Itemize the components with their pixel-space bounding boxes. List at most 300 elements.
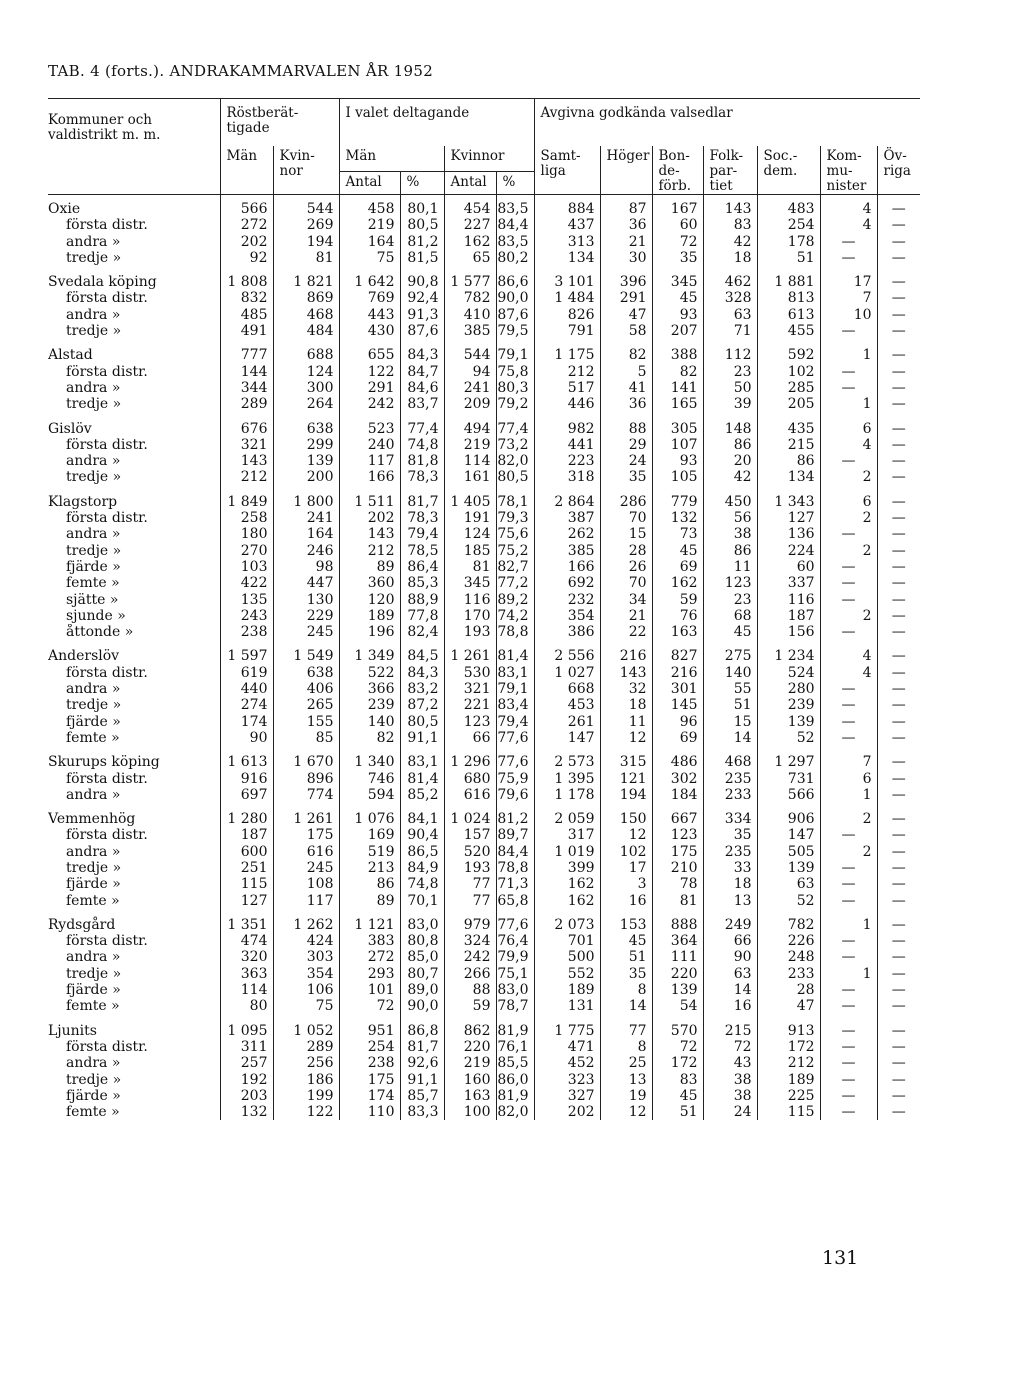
cell-rostb-man: 491 xyxy=(220,323,273,339)
cell-delt-man-antal: 1 340 xyxy=(339,746,400,770)
cell-delt-kvinnor-pct: 79,1 xyxy=(496,339,534,363)
cell-delt-man-antal: 196 xyxy=(339,624,400,640)
cell-socdem: 224 xyxy=(757,543,820,559)
cell-rostb-kvinnor: 245 xyxy=(273,624,339,640)
cell-ovriga: — xyxy=(877,1104,920,1120)
header-socdem: Soc.- dem. xyxy=(757,146,820,195)
cell-delt-kvinnor-antal: 242 xyxy=(444,949,496,965)
cell-samtliga: 162 xyxy=(534,893,600,909)
cell-hoger: 41 xyxy=(600,380,652,396)
cell-hoger: 28 xyxy=(600,543,652,559)
cell-samtliga: 386 xyxy=(534,624,600,640)
cell-folkpartiet: 56 xyxy=(703,510,757,526)
cell-ovriga: — xyxy=(877,575,920,591)
cell-samtliga: 232 xyxy=(534,592,600,608)
cell-socdem: 116 xyxy=(757,592,820,608)
district-row xyxy=(48,1039,920,1055)
cell-samtliga: 223 xyxy=(534,453,600,469)
cell-hoger: 8 xyxy=(600,982,652,998)
cell-folkpartiet: 235 xyxy=(703,771,757,787)
cell-bondeforb: 175 xyxy=(652,844,703,860)
cell-folkpartiet: 35 xyxy=(703,827,757,843)
cell-samtliga: 446 xyxy=(534,396,600,412)
cell-rostb-kvinnor: 241 xyxy=(273,510,339,526)
cell-samtliga: 2 073 xyxy=(534,909,600,933)
cell-delt-man-antal: 443 xyxy=(339,307,400,323)
cell-delt-man-pct: 84,7 xyxy=(400,364,444,380)
cell-rostb-man: 272 xyxy=(220,217,273,233)
cell-folkpartiet: 15 xyxy=(703,714,757,730)
cell-delt-man-pct: 84,6 xyxy=(400,380,444,396)
cell-hoger: 70 xyxy=(600,510,652,526)
header-folkpartiet: Folk- par- tiet xyxy=(703,146,757,195)
header-antal-kvinnor: Antal xyxy=(444,172,496,195)
cell-rostb-man: 1 808 xyxy=(220,266,273,290)
row-name: femte » xyxy=(66,892,120,909)
cell-samtliga: 212 xyxy=(534,364,600,380)
cell-ovriga: — xyxy=(877,949,920,965)
cell-delt-kvinnor-antal: 124 xyxy=(444,526,496,542)
cell-kommunister: 4 xyxy=(820,437,877,453)
cell-rostb-man: 474 xyxy=(220,933,273,949)
cell-rostb-man: 440 xyxy=(220,681,273,697)
cell-kommunister: — xyxy=(820,364,877,380)
cell-hoger: 3 xyxy=(600,876,652,892)
cell-kommunister: 7 xyxy=(820,290,877,306)
cell-delt-kvinnor-antal: 345 xyxy=(444,575,496,591)
cell-delt-kvinnor-antal: 1 577 xyxy=(444,266,496,290)
cell-delt-man-antal: 122 xyxy=(339,364,400,380)
cell-bondeforb: 486 xyxy=(652,746,703,770)
cell-samtliga: 2 864 xyxy=(534,486,600,510)
cell-socdem: 86 xyxy=(757,453,820,469)
cell-delt-man-pct: 91,3 xyxy=(400,307,444,323)
cell-samtliga: 313 xyxy=(534,234,600,250)
cell-socdem: 1 297 xyxy=(757,746,820,770)
row-name: Rydsgård xyxy=(48,916,116,933)
row-name: Anderslöv xyxy=(48,648,120,665)
cell-samtliga: 668 xyxy=(534,681,600,697)
cell-delt-man-antal: 458 xyxy=(339,195,400,218)
cell-delt-man-antal: 143 xyxy=(339,526,400,542)
cell-kommunister: 7 xyxy=(820,746,877,770)
cell-folkpartiet: 233 xyxy=(703,787,757,803)
cell-rostb-man: 832 xyxy=(220,290,273,306)
cell-rostb-man: 257 xyxy=(220,1055,273,1071)
row-name: tredje » xyxy=(66,542,122,559)
cell-socdem: 505 xyxy=(757,844,820,860)
cell-samtliga: 437 xyxy=(534,217,600,233)
cell-delt-man-pct: 80,7 xyxy=(400,966,444,982)
cell-folkpartiet: 23 xyxy=(703,592,757,608)
cell-bondeforb: 45 xyxy=(652,1088,703,1104)
cell-samtliga: 517 xyxy=(534,380,600,396)
cell-samtliga: 3 101 xyxy=(534,266,600,290)
municipality-row xyxy=(48,640,920,664)
cell-ovriga: — xyxy=(877,323,920,339)
cell-kommunister: — xyxy=(820,860,877,876)
cell-hoger: 35 xyxy=(600,966,652,982)
row-name: andra » xyxy=(66,843,121,860)
cell-socdem: 254 xyxy=(757,217,820,233)
cell-samtliga: 884 xyxy=(534,195,600,218)
cell-socdem: 212 xyxy=(757,1055,820,1071)
cell-rostb-kvinnor: 108 xyxy=(273,876,339,892)
municipality-row xyxy=(48,909,920,933)
cell-delt-kvinnor-antal: 979 xyxy=(444,909,496,933)
cell-folkpartiet: 24 xyxy=(703,1104,757,1120)
cell-delt-kvinnor-antal: 161 xyxy=(444,469,496,485)
cell-rostb-kvinnor: 1 261 xyxy=(273,803,339,827)
header-pct-man: % xyxy=(400,172,444,195)
cell-kommunister: — xyxy=(820,933,877,949)
cell-bondeforb: 210 xyxy=(652,860,703,876)
cell-hoger: 26 xyxy=(600,559,652,575)
cell-rostb-kvinnor: 484 xyxy=(273,323,339,339)
cell-bondeforb: 132 xyxy=(652,510,703,526)
cell-delt-kvinnor-pct: 84,4 xyxy=(496,844,534,860)
cell-samtliga: 1 027 xyxy=(534,665,600,681)
cell-socdem: 172 xyxy=(757,1039,820,1055)
cell-delt-kvinnor-antal: 66 xyxy=(444,730,496,746)
district-row xyxy=(48,396,920,412)
cell-ovriga: — xyxy=(877,290,920,306)
cell-delt-kvinnor-pct: 90,0 xyxy=(496,290,534,306)
cell-folkpartiet: 275 xyxy=(703,640,757,664)
cell-folkpartiet: 143 xyxy=(703,195,757,218)
cell-socdem: 913 xyxy=(757,1015,820,1039)
cell-ovriga: — xyxy=(877,510,920,526)
cell-ovriga: — xyxy=(877,250,920,266)
cell-delt-kvinnor-antal: 241 xyxy=(444,380,496,396)
cell-rostb-kvinnor: 264 xyxy=(273,396,339,412)
cell-kommunister: 2 xyxy=(820,543,877,559)
cell-socdem: 102 xyxy=(757,364,820,380)
cell-folkpartiet: 14 xyxy=(703,982,757,998)
cell-hoger: 70 xyxy=(600,575,652,591)
cell-kommunister: — xyxy=(820,949,877,965)
cell-kommunister: — xyxy=(820,893,877,909)
cell-delt-kvinnor-antal: 1 261 xyxy=(444,640,496,664)
cell-rostb-kvinnor: 164 xyxy=(273,526,339,542)
row-name: första distr. xyxy=(66,363,148,380)
cell-bondeforb: 78 xyxy=(652,876,703,892)
cell-rostb-kvinnor: 1 549 xyxy=(273,640,339,664)
cell-socdem: 483 xyxy=(757,195,820,218)
cell-rostb-kvinnor: 155 xyxy=(273,714,339,730)
cell-rostb-kvinnor: 544 xyxy=(273,195,339,218)
cell-ovriga: — xyxy=(877,437,920,453)
cell-hoger: 12 xyxy=(600,1104,652,1120)
cell-delt-kvinnor-antal: 266 xyxy=(444,966,496,982)
cell-delt-man-antal: 366 xyxy=(339,681,400,697)
cell-samtliga: 166 xyxy=(534,559,600,575)
cell-delt-kvinnor-pct: 77,6 xyxy=(496,909,534,933)
cell-samtliga: 327 xyxy=(534,1088,600,1104)
cell-delt-man-antal: 360 xyxy=(339,575,400,591)
district-row xyxy=(48,624,920,640)
cell-socdem: 592 xyxy=(757,339,820,363)
cell-bondeforb: 45 xyxy=(652,290,703,306)
cell-hoger: 22 xyxy=(600,624,652,640)
table-title: TAB. 4 (forts.). ANDRAKAMMARVALEN ÅR 1952 xyxy=(48,62,434,80)
cell-kommunister: — xyxy=(820,681,877,697)
cell-socdem: 566 xyxy=(757,787,820,803)
cell-rostb-man: 1 280 xyxy=(220,803,273,827)
district-row xyxy=(48,827,920,843)
cell-socdem: 189 xyxy=(757,1072,820,1088)
cell-delt-kvinnor-antal: 530 xyxy=(444,665,496,681)
cell-rostb-man: 115 xyxy=(220,876,273,892)
cell-delt-man-antal: 101 xyxy=(339,982,400,998)
cell-delt-kvinnor-antal: 1 024 xyxy=(444,803,496,827)
cell-rostb-kvinnor: 229 xyxy=(273,608,339,624)
cell-samtliga: 385 xyxy=(534,543,600,559)
district-row xyxy=(48,608,920,624)
district-row xyxy=(48,771,920,787)
cell-socdem: 63 xyxy=(757,876,820,892)
cell-folkpartiet: 71 xyxy=(703,323,757,339)
cell-kommunister: — xyxy=(820,1015,877,1039)
cell-rostb-man: 344 xyxy=(220,380,273,396)
row-name: andra » xyxy=(66,681,121,698)
cell-rostb-kvinnor: 200 xyxy=(273,469,339,485)
cell-delt-kvinnor-antal: 88 xyxy=(444,982,496,998)
cell-delt-man-antal: 174 xyxy=(339,1088,400,1104)
row-name: femte » xyxy=(66,998,120,1015)
cell-delt-man-pct: 85,2 xyxy=(400,787,444,803)
cell-samtliga: 453 xyxy=(534,697,600,713)
cell-samtliga: 189 xyxy=(534,982,600,998)
cell-delt-man-pct: 83,3 xyxy=(400,1104,444,1120)
row-name: tredje » xyxy=(66,323,122,340)
cell-delt-man-pct: 91,1 xyxy=(400,730,444,746)
cell-kommunister: — xyxy=(820,1072,877,1088)
row-name: andra » xyxy=(66,306,121,323)
cell-ovriga: — xyxy=(877,998,920,1014)
row-name: tredje » xyxy=(66,1071,122,1088)
cell-samtliga: 147 xyxy=(534,730,600,746)
cell-samtliga: 471 xyxy=(534,1039,600,1055)
cell-ovriga: — xyxy=(877,543,920,559)
cell-delt-man-antal: 202 xyxy=(339,510,400,526)
cell-ovriga: — xyxy=(877,592,920,608)
row-name: femte » xyxy=(66,575,120,592)
cell-hoger: 194 xyxy=(600,787,652,803)
header-man: Män xyxy=(220,146,273,195)
cell-kommunister: 4 xyxy=(820,640,877,664)
cell-bondeforb: 141 xyxy=(652,380,703,396)
cell-delt-man-antal: 655 xyxy=(339,339,400,363)
cell-rostb-kvinnor: 122 xyxy=(273,1104,339,1120)
cell-kommunister: — xyxy=(820,526,877,542)
cell-hoger: 396 xyxy=(600,266,652,290)
row-name: Svedala köping xyxy=(48,274,157,291)
cell-samtliga: 791 xyxy=(534,323,600,339)
row-name: Klagstorp xyxy=(48,493,118,510)
cell-delt-man-antal: 769 xyxy=(339,290,400,306)
cell-delt-kvinnor-pct: 77,6 xyxy=(496,730,534,746)
cell-hoger: 14 xyxy=(600,998,652,1014)
cell-rostb-kvinnor: 139 xyxy=(273,453,339,469)
cell-delt-man-antal: 746 xyxy=(339,771,400,787)
cell-bondeforb: 888 xyxy=(652,909,703,933)
cell-kommunister: 2 xyxy=(820,469,877,485)
cell-hoger: 36 xyxy=(600,396,652,412)
cell-folkpartiet: 20 xyxy=(703,453,757,469)
table-body xyxy=(48,195,920,1121)
cell-delt-man-pct: 81,7 xyxy=(400,486,444,510)
cell-kommunister: 2 xyxy=(820,608,877,624)
cell-socdem: 731 xyxy=(757,771,820,787)
cell-folkpartiet: 334 xyxy=(703,803,757,827)
cell-delt-man-antal: 383 xyxy=(339,933,400,949)
cell-delt-man-antal: 519 xyxy=(339,844,400,860)
cell-rostb-man: 114 xyxy=(220,982,273,998)
district-row xyxy=(48,665,920,681)
cell-delt-man-antal: 1 349 xyxy=(339,640,400,664)
cell-kommunister: 6 xyxy=(820,771,877,787)
cell-delt-man-pct: 85,3 xyxy=(400,575,444,591)
cell-delt-kvinnor-antal: 77 xyxy=(444,876,496,892)
cell-ovriga: — xyxy=(877,1072,920,1088)
cell-folkpartiet: 123 xyxy=(703,575,757,591)
cell-socdem: 1 234 xyxy=(757,640,820,664)
cell-rostb-kvinnor: 424 xyxy=(273,933,339,949)
cell-rostb-kvinnor: 300 xyxy=(273,380,339,396)
cell-rostb-kvinnor: 98 xyxy=(273,559,339,575)
cell-bondeforb: 72 xyxy=(652,1039,703,1055)
cell-delt-man-antal: 140 xyxy=(339,714,400,730)
cell-ovriga: — xyxy=(877,380,920,396)
cell-hoger: 19 xyxy=(600,1088,652,1104)
row-name: Alstad xyxy=(48,347,93,364)
row-name: fjärde » xyxy=(66,558,121,575)
cell-delt-kvinnor-pct: 83,4 xyxy=(496,697,534,713)
cell-delt-kvinnor-antal: 221 xyxy=(444,697,496,713)
cell-ovriga: — xyxy=(877,860,920,876)
cell-hoger: 315 xyxy=(600,746,652,770)
cell-samtliga: 701 xyxy=(534,933,600,949)
cell-samtliga: 162 xyxy=(534,876,600,892)
cell-folkpartiet: 63 xyxy=(703,966,757,982)
cell-ovriga: — xyxy=(877,195,920,218)
cell-rostb-kvinnor: 1 262 xyxy=(273,909,339,933)
cell-delt-kvinnor-antal: 59 xyxy=(444,998,496,1014)
cell-ovriga: — xyxy=(877,1039,920,1055)
cell-socdem: 906 xyxy=(757,803,820,827)
cell-rostb-kvinnor: 1 821 xyxy=(273,266,339,290)
cell-kommunister: 1 xyxy=(820,339,877,363)
district-row xyxy=(48,217,920,233)
cell-socdem: 782 xyxy=(757,909,820,933)
header-pct-kvinnor: % xyxy=(496,172,534,195)
cell-samtliga: 2 556 xyxy=(534,640,600,664)
row-name: första distr. xyxy=(66,827,148,844)
cell-socdem: 337 xyxy=(757,575,820,591)
cell-socdem: 127 xyxy=(757,510,820,526)
cell-delt-man-pct: 83,2 xyxy=(400,681,444,697)
cell-kommunister: — xyxy=(820,559,877,575)
cell-rostb-man: 103 xyxy=(220,559,273,575)
cell-delt-kvinnor-antal: 1 296 xyxy=(444,746,496,770)
cell-socdem: 147 xyxy=(757,827,820,843)
district-row xyxy=(48,893,920,909)
cell-socdem: 1 343 xyxy=(757,486,820,510)
cell-kommunister: — xyxy=(820,592,877,608)
cell-rostb-man: 422 xyxy=(220,575,273,591)
cell-delt-man-antal: 166 xyxy=(339,469,400,485)
cell-socdem: 134 xyxy=(757,469,820,485)
cell-rostb-kvinnor: 688 xyxy=(273,339,339,363)
cell-rostb-kvinnor: 1 800 xyxy=(273,486,339,510)
header-hoger: Höger xyxy=(600,146,652,195)
cell-hoger: 286 xyxy=(600,486,652,510)
cell-delt-man-antal: 1 642 xyxy=(339,266,400,290)
cell-ovriga: — xyxy=(877,893,920,909)
cell-samtliga: 2 059 xyxy=(534,803,600,827)
cell-socdem: 285 xyxy=(757,380,820,396)
cell-delt-kvinnor-pct: 65,8 xyxy=(496,893,534,909)
cell-delt-man-pct: 91,1 xyxy=(400,1072,444,1088)
cell-bondeforb: 105 xyxy=(652,469,703,485)
cell-rostb-kvinnor: 246 xyxy=(273,543,339,559)
district-row xyxy=(48,234,920,250)
cell-samtliga: 323 xyxy=(534,1072,600,1088)
cell-delt-man-pct: 80,8 xyxy=(400,933,444,949)
district-row xyxy=(48,876,920,892)
cell-delt-man-antal: 240 xyxy=(339,437,400,453)
cell-delt-kvinnor-antal: 862 xyxy=(444,1015,496,1039)
district-row xyxy=(48,949,920,965)
cell-bondeforb: 388 xyxy=(652,339,703,363)
header-antal-man: Antal xyxy=(339,172,400,195)
cell-delt-man-pct: 78,3 xyxy=(400,510,444,526)
cell-rostb-man: 485 xyxy=(220,307,273,323)
cell-hoger: 82 xyxy=(600,339,652,363)
cell-delt-man-antal: 89 xyxy=(339,559,400,575)
cell-ovriga: — xyxy=(877,697,920,713)
cell-delt-kvinnor-antal: 410 xyxy=(444,307,496,323)
cell-bondeforb: 302 xyxy=(652,771,703,787)
cell-folkpartiet: 235 xyxy=(703,844,757,860)
cell-hoger: 29 xyxy=(600,437,652,453)
cell-delt-man-antal: 219 xyxy=(339,217,400,233)
row-name: tredje » xyxy=(66,859,122,876)
cell-folkpartiet: 450 xyxy=(703,486,757,510)
cell-rostb-man: 916 xyxy=(220,771,273,787)
cell-delt-kvinnor-antal: 160 xyxy=(444,1072,496,1088)
cell-delt-kvinnor-pct: 89,7 xyxy=(496,827,534,843)
cell-bondeforb: 667 xyxy=(652,803,703,827)
district-row xyxy=(48,1072,920,1088)
cell-ovriga: — xyxy=(877,714,920,730)
district-row xyxy=(48,933,920,949)
district-row xyxy=(48,966,920,982)
cell-folkpartiet: 112 xyxy=(703,339,757,363)
cell-rostb-man: 238 xyxy=(220,624,273,640)
cell-delt-man-pct: 81,7 xyxy=(400,1039,444,1055)
header-rostberattigade: Röstberät- tigade xyxy=(220,99,339,147)
cell-bondeforb: 184 xyxy=(652,787,703,803)
cell-rostb-man: 566 xyxy=(220,195,273,218)
cell-delt-kvinnor-antal: 680 xyxy=(444,771,496,787)
cell-samtliga: 387 xyxy=(534,510,600,526)
cell-delt-kvinnor-pct: 81,9 xyxy=(496,1088,534,1104)
cell-kommunister: 10 xyxy=(820,307,877,323)
cell-delt-man-pct: 77,8 xyxy=(400,608,444,624)
cell-ovriga: — xyxy=(877,339,920,363)
